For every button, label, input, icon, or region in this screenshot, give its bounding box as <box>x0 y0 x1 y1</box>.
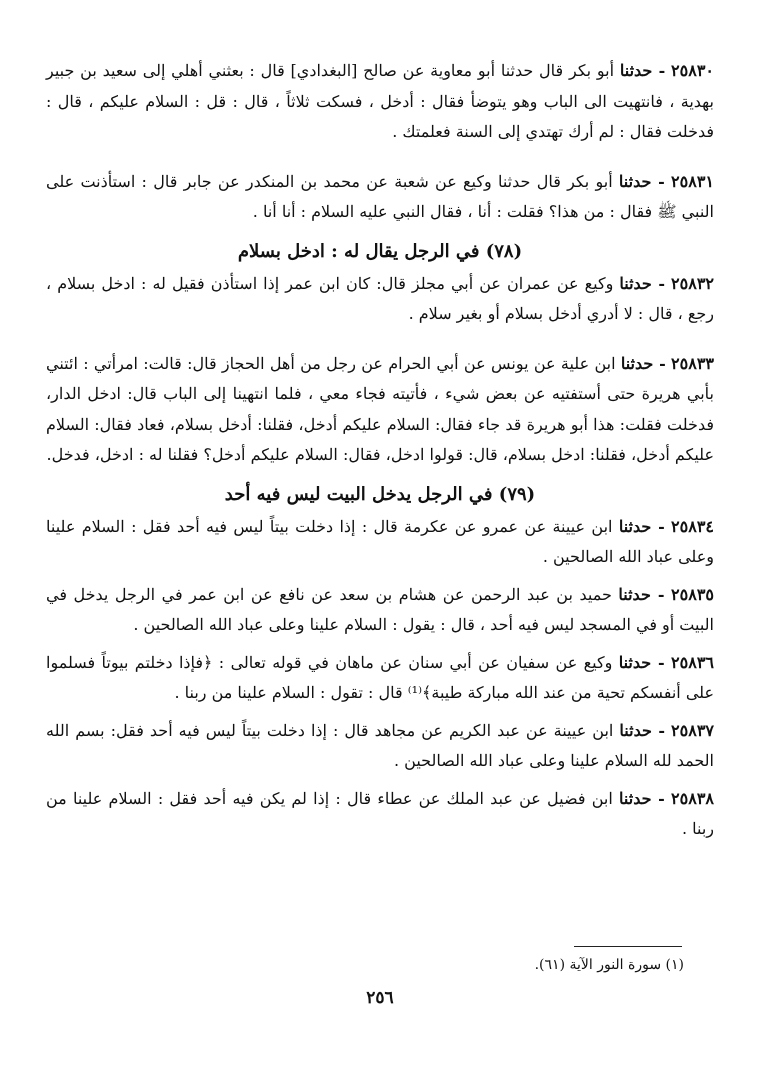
hadith-number: ٢٥٨٣٢ <box>671 273 715 293</box>
hadith-number: ٢٥٨٣٧ <box>671 720 715 740</box>
hadith-text: وكيع عن سفيان عن أبي سنان عن ماهان في قوله تعالى : ﴿فإذا دخلتم بيوتاً فسلموا على أنفسكم تحية من عند الله مباركة طيبة﴾⁽¹⁾ قال : تقول : السلام علينا من ربنا . <box>46 652 714 702</box>
page-number: ٢٥٦ <box>366 988 394 1008</box>
hadith-text: وكيع عن عمران عن أبي مجلز قال: كان ابن عمر إذا استأذن فقيل له : ادخل بسلام ، رجع ، قال : لا أدري أدخل بسلام أو بغير سلام . <box>46 273 714 323</box>
hadith-text: أبو بكر قال حدثنا أبو معاوية عن صالح [البغدادي] قال : بعثني أهلي إلى سعيد بن جبير بهدية ، فانتهيت الى الباب وهو يتوضأ فقال : أدخل ، فسكت ثلاثاً ، قال : قل : السلام عليكم ، قال : فدخلت فقال : لم أرك تهتدي إلى السنة فعلمتك . <box>46 61 714 141</box>
hadith-25838 <box>46 784 714 845</box>
hadith-number: ٢٥٨٣٠ <box>671 61 715 80</box>
hadith-lead: - حدثنا <box>620 353 666 373</box>
hadith-lead: - حدثنا <box>618 584 665 604</box>
hadith-number: ٢٥٨٣٦ <box>671 652 714 672</box>
hadith-25835 <box>46 580 714 641</box>
hadith-lead: - حدثنا <box>619 788 665 808</box>
hadith-25832 <box>46 269 714 330</box>
hadith-number: ٢٥٨٣٨ <box>671 788 715 808</box>
hadith-number: ٢٥٨٣٤ <box>671 516 715 536</box>
chapter-heading-78: (٧٨) في الرجل يقال له : ادخل بسلام <box>237 240 523 262</box>
hadith-lead: - حدثنا <box>618 652 665 672</box>
hadith-25830 <box>46 56 714 148</box>
hadith-text: ابن علية عن يونس عن أبي الحرام عن رجل من أهل الحجاز قال: قالت: امرأتي : ائتني بأبي هريرة حتى أستفتيه عن بعض شيء ، فأتيته فجاء معي ، فلما انتهينا إلى الباب قال: ادخل الدار، فدخلت فقلت: هذا أبو هريرة قد جاء فقال: السلام عليكم أدخل، فقلنا: أدخل بسلام، فعاد فقال: السلام عليكم أدخل، فقلنا: ادخل بسلام، قال: قولوا ادخل، فقال: السلام عليكم أدخل؟ فقلنا له : ادخل، فدخل. <box>46 353 715 464</box>
hadith-lead: - حدثنا <box>619 273 665 293</box>
hadith-lead: - حدثنا <box>619 720 666 740</box>
hadith-lead: - حدثنا <box>618 171 665 191</box>
footnote: (١) سورة النور الآية (٦١). <box>534 957 684 973</box>
hadith-number: ٢٥٨٣١ <box>671 171 714 191</box>
hadith-25837 <box>46 716 714 777</box>
hadith-text: ابن عيينة عن عبد الكريم عن مجاهد قال : إذا دخلت بيتاً ليس فيه أحد فقل: بسم الله الحمد لله السلام علينا وعلى عباد الله الصالحين . <box>46 720 714 770</box>
hadith-25836 <box>46 648 714 709</box>
hadith-25834 <box>46 512 714 573</box>
hadith-25831 <box>46 167 714 228</box>
footnote-divider <box>574 946 682 947</box>
page-body <box>46 56 714 845</box>
hadith-text: ابن عيينة عن عمرو عن عكرمة قال : إذا دخلت بيتاً ليس فيه أحد فقل : السلام علينا وعلى عباد الله الصالحين . <box>46 516 714 566</box>
hadith-lead: - حدثنا <box>618 516 665 536</box>
hadith-number: ٢٥٨٣٥ <box>671 584 715 604</box>
hadith-25833 <box>46 349 714 471</box>
hadith-text: حميد بن عبد الرحمن عن هشام بن سعد عن نافع عن ابن عمر في الرجل يدخل في البيت أو في المسجد ليس فيه أحد ، قال : يقول : السلام علينا وعلى عباد الله الصالحين . <box>46 584 714 634</box>
chapter-heading-79: (٧٩) في الرجل يدخل البيت ليس فيه أحد <box>224 483 536 505</box>
hadith-number: ٢٥٨٣٣ <box>671 353 715 373</box>
hadith-text: ابن فضيل عن عبد الملك عن عطاء قال : إذا لم يكن فيه أحد فقل : السلام علينا من ربنا . <box>46 788 714 838</box>
hadith-text: أبو بكر قال حدثنا وكيع عن شعبة عن محمد بن المنكدر عن جابر قال : استأذنت على النبي ﷺ فقال : من هذا؟ فقلت : أنا ، فقال النبي عليه السلام : أنا أنا . <box>46 171 714 221</box>
hadith-lead: - حدثنا <box>619 61 666 80</box>
